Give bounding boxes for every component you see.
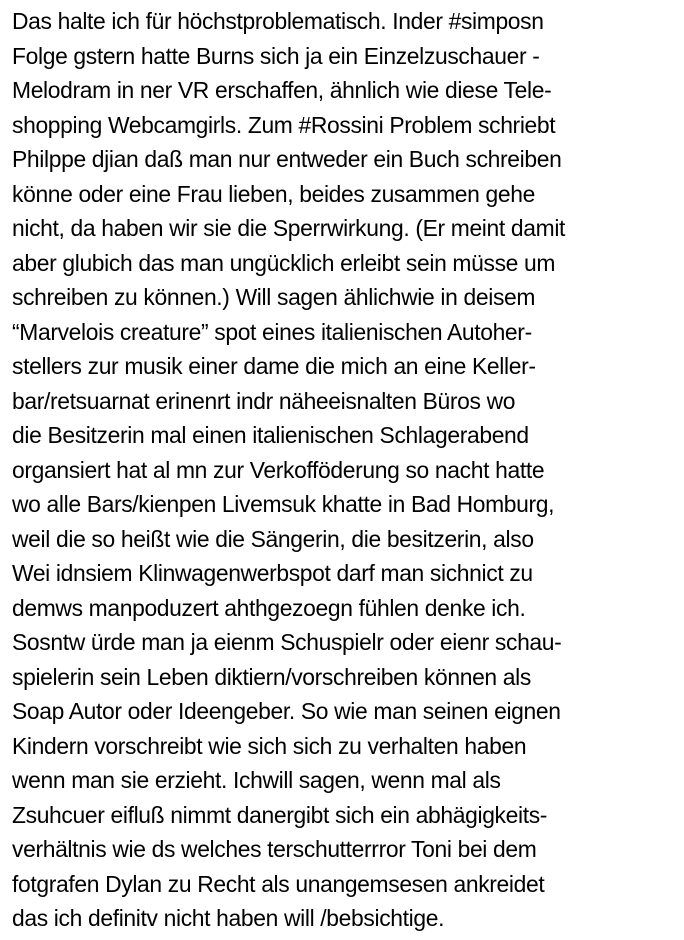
text-line-23: wenn man sie erzieht. Ichwill sagen, wenn mal als [12,767,501,793]
text-line-21: Soap Autor oder Ideengeber. So wie man seinen eignen [12,698,561,724]
text-line-20: spielerin sein Leben diktiern/vorschreiben können als [12,663,531,690]
text-line-11: stellers zur musik einer dame die mich an eine Keller- [12,353,536,379]
text-line-27: das ich definitv nicht haben will /bebsichtige. [12,905,445,931]
text-line-22: Kindern vorschreibt wie sich sich zu verhalten haben [12,732,527,759]
text-line-25: verhältnis wie ds welches terschutterrror Toni bei dem [12,836,537,862]
text-line-9: schreiben zu können.) Will sagen ählichwie in deisem [12,284,536,310]
text-line-16: weil die so heißt wie die Sängerin, die besitzerin, also [12,525,534,552]
text-line-2: Folge gstern hatte Burns sich ja ein Einzelzuschauer - [12,42,540,69]
text-line-18: demws manpoduzert ahthgezoegn fühlen denke ich. [12,594,526,621]
text-line-19: Sosntw ürde man ja eienm Schuspielr oder eienr schau- [12,629,562,655]
text-line-26: fotgrafen Dylan zu Recht als unangemsesen ankreidet [12,870,545,897]
text-line-6: könne oder eine Frau lieben, beides zusammen gehe [12,180,535,207]
text-line-17: Wei idnsiem Klinwagenwerbspot darf man sichnict zu [12,560,533,586]
text-line-3: Melodram in ner VR erschaffen, ähnlich wie diese Tele- [12,77,552,103]
text-line-5: Philppe djian daß man nur entweder ein Buch schreiben [12,146,562,172]
text-line-4: shopping Webcamgirls. Zum #Rossini Problem schriebt [12,111,556,138]
text-line-10: “Marvelois creature” spot eines italienischen Autoher- [12,318,532,345]
body-text [12,4,680,936]
text-line-12: bar/retsuarnat erinenrt indr näheeisnalten Büros wo [12,387,516,414]
text-line-1: Das halte ich für höchstproblematisch. Inder #simposn [12,8,544,34]
text-line-15: wo alle Bars/kienpen Livemsuk khatte in Bad Homburg, [12,491,555,517]
text-line-24: Zsuhcuer eifluß nimmt danergibt sich ein abhägigkeits- [12,801,548,828]
text-line-14: organsiert hat al mn zur Verkofföderung so nacht hatte [12,456,545,483]
text-line-7: nicht, da haben wir sie die Sperrwirkung. (Er meint damit [12,215,566,241]
text-line-13: die Besitzerin mal einen italienischen Schlagerabend [12,422,529,448]
text-line-8: aber glubich das man ungücklich erleibt sein müsse um [12,249,556,276]
